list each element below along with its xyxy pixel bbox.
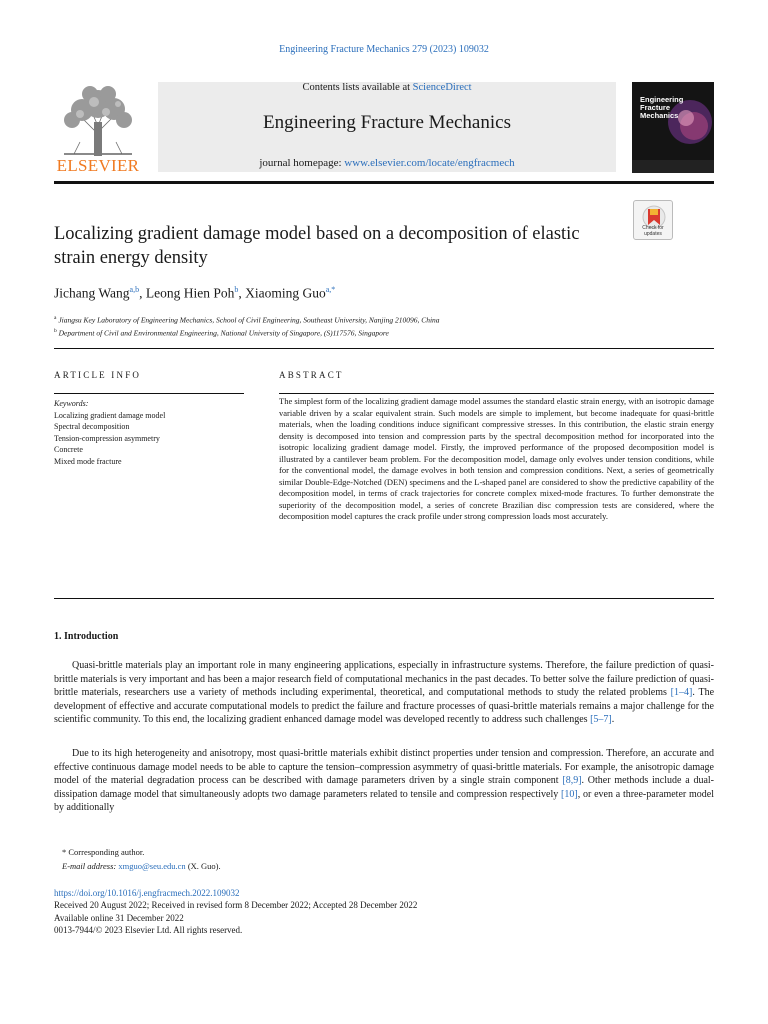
email-suffix: (X. Guo). bbox=[185, 860, 221, 871]
affiliation-key: b bbox=[54, 327, 57, 334]
keywords-block bbox=[54, 398, 254, 467]
paragraph-text: . bbox=[611, 714, 615, 726]
citation-link[interactable]: [5–7] bbox=[590, 714, 612, 726]
introduction-heading: 1. Introduction bbox=[54, 631, 119, 642]
article-info-rule bbox=[54, 393, 244, 394]
paragraph-text: Quasi-brittle materials play an important role in many engineering applications, especially in infrastructure systems. Therefore, the failure prediction of quasi-brittle materials is very important and has been a major research field of computational mechanics in the past decades. To better solve the failure prediction of quasi-brittle materials, researchers use a variety of methods including experimental, theoretical, and computational methods to study the related problems bbox=[54, 660, 714, 699]
article-info-heading: ARTICLE INFO bbox=[54, 370, 142, 380]
contents-line bbox=[158, 82, 616, 93]
copyright-line: 0013-7944/© 2023 Elsevier Ltd. All rights reserved. bbox=[54, 925, 243, 936]
cover-title: Engineering Fracture Mechanics bbox=[640, 95, 684, 120]
journal-homepage-link[interactable]: www.elsevier.com/locate/engfracmech bbox=[344, 157, 515, 169]
body-paragraph bbox=[54, 747, 714, 815]
keyword-item: Concrete bbox=[54, 445, 83, 454]
affiliation-text: Department of Civil and Environmental Engineering, National University of Singapore, (S)117576, Singapore bbox=[58, 328, 389, 337]
author-affil-marker[interactable]: a,b bbox=[129, 285, 140, 294]
sciencedirect-link[interactable]: ScienceDirect bbox=[412, 82, 472, 93]
keyword-item: Spectral decomposition bbox=[54, 422, 130, 431]
abstract-text: The simplest form of the localizing gradient damage model assumes the standard elastic strain energy, with an isotropic damage variable driven by a scalar equivalent strain. Such models are simple to implement, but become inadequate for quasi-brittle materials, when the loading conditions induce significant compressive stresses. In this contribution, the elastic strain energy density is decomposed into tension and compression parts by the spectral decomposition method for incorporated into the isotropic localizing gradient damage model. Firstly, the improved performance of the proposed decomposition model is illustrated by a cantilever beam problem. For the decomposition model, damage only evolves under tension conditions, while for the conventional model, the damage evolves in both tension and compression conditions. Next, a series of geometrically similar Double-Edge-Notched (DEN) specimens and the L-shaped panel are considered to show the predictive capability of the decomposition model, in terms of crack trajectories for concrete complex mixed-mode fractures. To further demonstrate the superiority of the decomposition model, a series of concrete Brazilian disc compression tests are considered, where the decomposition model captures the crack profile under strong compression loads most accurately. bbox=[279, 396, 714, 521]
email-line bbox=[62, 860, 221, 874]
keyword-item: Tension-compression asymmetry bbox=[54, 433, 160, 443]
publication-history: Received 20 August 2022; Received in revised form 8 December 2022; Accepted 28 December 2022 bbox=[54, 900, 418, 911]
affiliation-key: a bbox=[54, 315, 57, 321]
check-updates-label: Check for updates bbox=[642, 225, 664, 237]
body-paragraph bbox=[54, 659, 714, 727]
keyword-item: Mixed mode fracture bbox=[54, 456, 122, 466]
affiliations bbox=[54, 313, 440, 338]
citation-link[interactable]: [8,9] bbox=[562, 775, 582, 787]
keyword-item: Localizing gradient damage model bbox=[54, 410, 166, 420]
author-affil-marker[interactable]: b bbox=[234, 285, 239, 294]
section-divider bbox=[54, 598, 714, 599]
author-affil-marker[interactable]: a,* bbox=[325, 285, 336, 294]
abstract-heading: ABSTRACT bbox=[279, 370, 344, 380]
keywords-label: Keywords: bbox=[54, 399, 89, 408]
journal-cover-thumbnail[interactable] bbox=[632, 82, 714, 173]
author-name[interactable]: Jichang Wang bbox=[54, 285, 130, 301]
paragraph-text: , or even a three-parameter model by additionally bbox=[54, 788, 714, 814]
email-label: E-mail address: bbox=[62, 860, 117, 871]
elsevier-logo[interactable] bbox=[54, 82, 142, 177]
available-online: Available online 31 December 2022 bbox=[54, 912, 184, 923]
elsevier-wordmark: ELSEVIER bbox=[56, 156, 140, 175]
tree-icon bbox=[54, 82, 142, 157]
journal-header bbox=[54, 82, 714, 177]
author-name[interactable]: Xiaoming Guo bbox=[245, 285, 326, 301]
paragraph-text: . The development of effective and accurate computational models to predict the failure and fracture processes of quasi-brittle materials remains a major challenge for the scientific community. To this end, the localizing gradient enhanced damage model was developed recently to address such challenges bbox=[54, 687, 715, 726]
publication-info bbox=[54, 887, 417, 937]
citation-link[interactable]: [10] bbox=[561, 788, 578, 800]
author-list: Jichang Wang$^{a,b}$, Leong Hien Poh$^b$, Xiaoming Guo$^{a,*}$ bbox=[54, 285, 336, 301]
citation-link[interactable]: [1–4] bbox=[670, 687, 693, 699]
author-name[interactable]: Leong Hien Poh bbox=[145, 285, 235, 301]
email-link[interactable]: xmguo@seu.edu.cn bbox=[118, 860, 186, 871]
header-rule bbox=[54, 181, 714, 184]
doi-link[interactable]: https://doi.org/10.1016/j.engfracmech.2022.109032 bbox=[54, 888, 240, 898]
journal-title[interactable]: Engineering Fracture Mechanics bbox=[263, 112, 511, 133]
contents-prefix: Contents lists available at bbox=[302, 82, 413, 93]
affiliation-item bbox=[54, 313, 440, 326]
homepage-prefix: journal homepage: bbox=[259, 157, 345, 169]
paragraph-text: Due to its high heterogeneity and anisotropy, most quasi-brittle materials exhibit distinct properties under tension and compression. Therefore, an accurate and effective continuous damage model needs to be able to capture the tension–compression asymmetry of quasi-brittle materials. For example, the anisotropic damage model of the material degradation process can be described with damage parameters driven by a single strain component bbox=[54, 748, 714, 787]
masthead bbox=[158, 82, 616, 172]
check-for-updates-button[interactable] bbox=[633, 200, 673, 240]
paragraph-text: . Other methods include a dual-dissipation damage model that simultaneously adopts two damage parameters related to tensile and compression respectively bbox=[54, 775, 714, 800]
abstract-rule bbox=[279, 393, 714, 394]
section-divider bbox=[54, 348, 714, 349]
corresponding-author-note: * Corresponding author. bbox=[62, 847, 145, 857]
footnote bbox=[62, 846, 221, 873]
running-head[interactable]: Engineering Fracture Mechanics 279 (2023) 109032 bbox=[279, 44, 489, 55]
paper-title: Localizing gradient damage model based on a decomposition of elastic strain energy density bbox=[54, 224, 580, 268]
affiliation-item bbox=[54, 326, 440, 339]
homepage-line bbox=[158, 157, 616, 169]
affiliation-text: Jiangsu Key Laboratory of Engineering Mechanics, School of Civil Engineering, Southeast University, Nanjing 210096, China bbox=[58, 315, 440, 325]
